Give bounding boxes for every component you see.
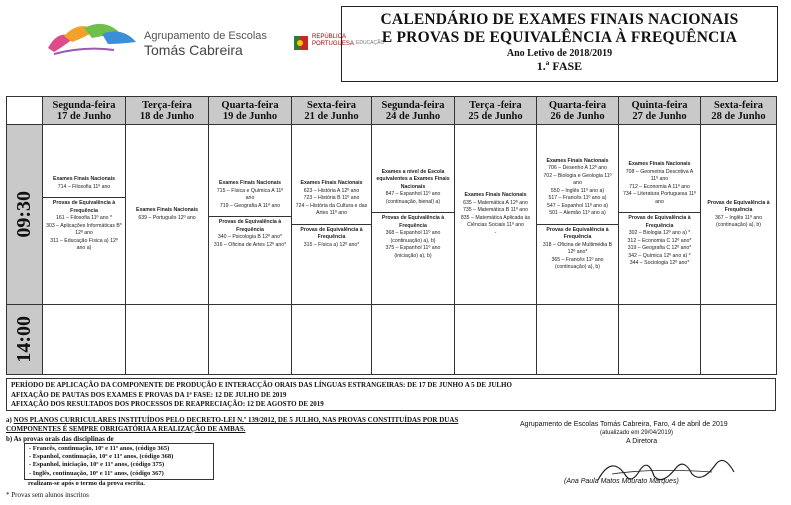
exam-section-heading: Provas de Equivalência à Frequência xyxy=(52,200,116,214)
day-header xyxy=(209,97,292,125)
exam-entry: 375 – Espanhol 11º ano (iniciação) a), b) xyxy=(385,245,441,259)
day-header xyxy=(455,97,537,125)
oral-exam-item-text: Francês, continuação, 10º e 11º anos, (código 365) xyxy=(32,445,170,452)
exam-entry: 719 – Geografia A 11º ano xyxy=(219,202,281,209)
note-a-text: NOS PLANOS CURRICULARES INSTITUÍDOS PELO DECRETO-LEI N.º 139/2012, DE 5 JULHO, NAS PROVAS CONSTITUÍDAS POR DUAS COMPONENTES É SEMPRE OBRIGATÓRIA A REALIZAÇÃO DE AMBAS. xyxy=(6,416,459,433)
cell-divider xyxy=(209,216,291,217)
exam-entry: 311 – Educação Física a) 12º ano a) xyxy=(50,237,118,252)
exam-entry: 734 – Literatura Portuguesa 11º ano xyxy=(622,191,697,205)
afternoon-cell xyxy=(372,305,455,375)
day-name: Sexta-feira xyxy=(714,99,763,111)
exam-entry: 714 – Filosofia 11º ano xyxy=(57,183,111,190)
day-date: 27 de Junho xyxy=(632,110,687,122)
exam-entry: 316 – Oficina de Artes 12º ano* xyxy=(213,241,287,248)
oral-exams-list xyxy=(24,443,214,480)
exam-entry: 547 – Espanhol 11º ano a) xyxy=(547,202,608,209)
exam-section-heading: Provas de Equivalência à Frequência xyxy=(381,215,445,229)
exam-entry: 735 – Matemática B 11º ano xyxy=(463,207,528,213)
title-line1: CALENDÁRIO DE EXAMES FINAIS NACIONAIS xyxy=(380,11,739,28)
exam-entry: 706 – Desenho A 12º ano xyxy=(548,165,607,171)
school-name-line1: Agrupamento de Escolas xyxy=(144,30,267,42)
exam-section-heading: Exames Finais Nacionais xyxy=(628,161,691,168)
exam-cell xyxy=(372,125,455,305)
asterisk-note: * Provas sem alunos inscritos xyxy=(6,490,89,499)
day-name: Terça -feira xyxy=(469,99,522,111)
day-date: 21 de Junho xyxy=(304,110,359,122)
exam-cell xyxy=(619,125,701,305)
exam-entry: 344 – Sociologia 12º ano* xyxy=(629,260,690,267)
school-logo xyxy=(44,18,385,64)
title-box xyxy=(341,6,778,82)
note-b-after: realizam-se após o termo da prova escrita. xyxy=(28,479,145,487)
cell-divider xyxy=(43,197,125,198)
afternoon-cell xyxy=(701,305,777,375)
exam-entry: 835 – Matemática Aplicada às Ciências Sociais 11º ano xyxy=(460,214,531,228)
day-header xyxy=(537,97,619,125)
oral-exam-item-text: Espanhol, continuação, 10º e 11º anos, (código 368) xyxy=(32,453,174,461)
exam-calendar-table xyxy=(6,96,776,374)
day-header xyxy=(43,97,126,125)
education-label: EDUCAÇÃO xyxy=(356,40,385,46)
exam-entry: 708 – Geometria Descritiva A 11º ano xyxy=(625,168,694,183)
exam-section-heading: Exames a nível de Escola equivalentes a Exames Finais Nacionais xyxy=(376,168,450,190)
exam-entry: 342 – Química 12º ano a) * xyxy=(628,252,691,259)
day-header xyxy=(701,97,777,125)
exam-entry: 365 – Francês 11º ano (continuação) a), b) xyxy=(551,256,604,270)
exam-entry: 315 – Física a) 12º ano* xyxy=(303,241,360,248)
day-header-row xyxy=(7,97,777,125)
afternoon-cell xyxy=(537,305,619,375)
exam-entry: 712 – Economia A 11º ano xyxy=(629,183,690,190)
oral-exam-item: - Inglês, continuação, 10º e 11º anos, (código 367) xyxy=(29,469,164,477)
day-header xyxy=(619,97,701,125)
oral-exam-item: - Francês, continuação, 10º e 11º anos, (código 365) xyxy=(29,445,170,452)
cell-divider xyxy=(292,224,371,225)
day-header xyxy=(292,97,372,125)
school-year: Ano Letivo de 2018/2019 xyxy=(506,48,613,59)
exam-cell xyxy=(292,125,372,305)
exam-cell xyxy=(537,125,619,305)
time-cell-morning xyxy=(7,125,43,305)
signature-place-date: Agrupamento de Escolas Tomás Cabreira, Faro, 4 de abril de 2019 xyxy=(520,421,728,428)
exam-entry: 161 – Filosofia 11º ano * xyxy=(55,215,112,222)
day-date: 26 de Junho xyxy=(550,110,605,122)
exam-section-heading: Provas de Equivalência à Frequência xyxy=(707,199,770,213)
exam-cell xyxy=(209,125,292,305)
afternoon-cell xyxy=(209,305,292,375)
day-name: Segunda-feira xyxy=(52,99,116,111)
exam-section-heading: Provas de Equivalência à Frequência xyxy=(218,219,282,233)
oral-exam-item-text: Inglês, continuação, 10º e 11º anos, (código 367) xyxy=(32,469,164,477)
afternoon-cell xyxy=(619,305,701,375)
day-header xyxy=(126,97,209,125)
exam-entry: 723 – História B 11º ano xyxy=(303,195,360,201)
oral-period-text: PERÍODO DE APLICAÇÃO DA COMPONENTE DE PRODUÇÃO E INTERACÇÃO ORAIS DAS LÍNGUAS ESTRANGEIRAS: DE 17 DE JUNHO A 5 DE JULHO xyxy=(11,381,512,389)
phase-label: 1.ª FASE xyxy=(536,59,583,73)
note-a-label: a) xyxy=(6,416,12,424)
exam-entry: 340 – Psicologia B 12º ano* xyxy=(217,234,283,240)
exam-cell xyxy=(43,125,126,305)
exam-section-heading: Provas de Equivalência à Frequência xyxy=(628,215,691,229)
day-date: 19 de Junho xyxy=(222,110,278,122)
notes xyxy=(6,416,506,499)
exam-entry: 367 – Inglês 11º ano (continuação) a), b) xyxy=(714,214,763,228)
afternoon-cell xyxy=(126,305,209,375)
school-name-line2: Tomás Cabreira xyxy=(144,42,243,58)
afternoon-cell xyxy=(292,305,372,375)
day-date: 17 de Junho xyxy=(56,110,112,122)
exam-entry: 318 – Oficina de Multimédia B 12º ano* xyxy=(542,241,613,255)
exam-section-heading: Exames Finais Nacionais xyxy=(136,207,198,213)
time-afternoon: 14:00 xyxy=(13,316,35,363)
day-name: Quarta-feira xyxy=(221,99,279,111)
cell-divider xyxy=(537,224,618,225)
time-morning: 09:30 xyxy=(13,191,35,238)
empty-dash: - xyxy=(494,229,497,236)
signature-name: (Ana Paula Matos Mourato Marques) xyxy=(564,478,679,485)
table-corner xyxy=(7,97,43,125)
day-name: Quinta-feira xyxy=(631,99,688,111)
signature-updated: (atualizado em 29/04/2019) xyxy=(600,430,674,436)
day-name: Quarta-feira xyxy=(548,99,607,111)
exam-entry: 847 – Espanhol 11º ano (continuação, bienal) a) xyxy=(385,191,441,205)
day-date: 28 de Junho xyxy=(711,110,766,122)
exam-cell xyxy=(455,125,537,305)
day-name: Terça-feira xyxy=(142,99,192,111)
school-logo-mark-icon xyxy=(44,18,139,62)
exam-entry: 715 – Física e Química A 11º ano xyxy=(216,187,284,201)
exam-entry: 517 – Francês 11º ano a) xyxy=(548,195,607,201)
exam-cell xyxy=(701,125,777,305)
exam-section-heading: Provas de Equivalência à Frequência xyxy=(300,226,363,240)
morning-row xyxy=(7,125,777,305)
note-b-text: As provas orais das disciplinas de xyxy=(13,435,114,443)
exam-entry: 303 – Aplicações Informáticas B* 12º ano xyxy=(46,222,122,237)
exam-section-heading: Exames Finais Nacionais xyxy=(464,192,527,198)
oral-exam-item-text: Espanhol, iniciação, 10º e 11º anos, (código 375) xyxy=(32,461,165,469)
note-b-head xyxy=(6,435,506,443)
exam-entry: 501 – Alemão 11º ano a) xyxy=(549,210,606,216)
exam-section-heading: Provas de Equivalência à Frequência xyxy=(546,226,609,240)
day-name: Sexta-feira xyxy=(307,99,356,111)
exam-entry: 302 – Biologia 12º ano a) * xyxy=(628,230,691,237)
cell-divider xyxy=(372,212,454,213)
republic-text: REPÚBLICA PORTUGUESA xyxy=(312,34,354,47)
note-b-label: b) xyxy=(6,435,13,443)
afternoon-row xyxy=(7,305,777,375)
exam-entry: 319 – Geografia C 12º ano* xyxy=(627,245,692,252)
afternoon-cell xyxy=(43,305,126,375)
note-a xyxy=(6,416,506,433)
important-dates-box xyxy=(6,378,776,411)
exam-entry: 550 – Inglês 11º ano a) xyxy=(550,187,605,194)
results-posting-text: AFIXAÇÃO DE PAUTAS DOS EXAMES E PROVAS DA 1ª FASE: 12 DE JULHO DE 2019 xyxy=(11,390,287,399)
day-name: Segunda-feira xyxy=(381,99,445,111)
exam-entry: 702 – Biologia e Geologia 11º ano xyxy=(543,172,612,186)
exam-entry: 312 – Economia C 12º ano* xyxy=(627,237,692,244)
exam-entry: 639 – Português 12º ano xyxy=(138,214,196,221)
time-cell-afternoon xyxy=(7,305,43,375)
day-date: 24 de Junho xyxy=(385,110,441,122)
cell-divider xyxy=(619,212,700,213)
exam-cell xyxy=(126,125,209,305)
day-date: 25 de Junho xyxy=(468,110,523,122)
republic-flag-icon xyxy=(294,36,308,50)
title-line2: E PROVAS DE EQUIVALÊNCIA À FREQUÊNCIA xyxy=(381,29,738,46)
exam-entry: 635 – Matemática A 12º ano xyxy=(463,199,528,206)
exam-entry: 368 – Espanhol 11º ano (continuação) a), b) xyxy=(385,230,441,244)
exam-section-heading: Exames Finais Nacionais xyxy=(300,180,363,186)
exam-entry: 724 – História da Cultura e das Artes 11º ano xyxy=(295,202,368,216)
exam-section-heading: Exames Finais Nacionais xyxy=(546,157,609,164)
oral-exam-item: - Espanhol, continuação, 10º e 11º anos, (código 368) xyxy=(29,453,174,461)
signature-role: A Diretora xyxy=(626,438,658,445)
signature-block xyxy=(520,420,780,485)
day-date: 18 de Junho xyxy=(139,110,195,122)
reappraisal-posting-text: AFIXAÇÃO DOS RESULTADOS DOS PROCESSOS DE REAPRECIAÇÃO: 12 DE AGOSTO DE 2019 xyxy=(11,400,324,408)
afternoon-cell xyxy=(455,305,537,375)
exam-section-heading: Exames Finais Nacionais xyxy=(53,176,115,183)
day-header xyxy=(372,97,455,125)
oral-exam-item: - Espanhol, iniciação, 10º e 11º anos, (código 375) xyxy=(29,461,165,469)
exam-section-heading: Exames Finais Nacionais xyxy=(219,180,281,186)
exam-entry: 623 – História A 12º ano xyxy=(303,187,360,194)
